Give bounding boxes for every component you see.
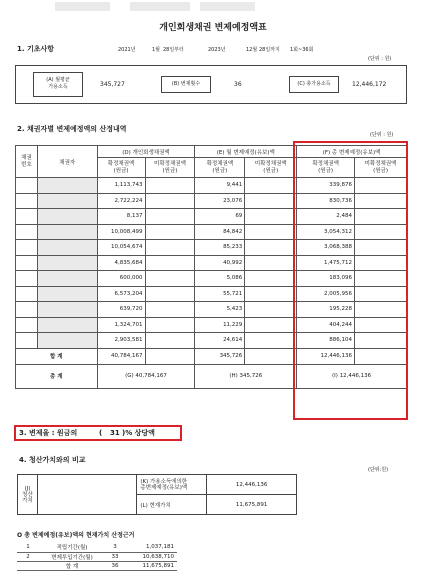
rate-value: 31	[110, 429, 120, 437]
c-label: (C) 총가용소득	[297, 81, 331, 87]
unconfirmed-d	[145, 178, 195, 194]
confirmed-e: 55,721	[195, 286, 245, 302]
sum-f: 12,446,136	[297, 348, 355, 364]
unconfirmed-e	[245, 333, 297, 349]
unconfirmed-e	[245, 286, 297, 302]
section4-heading: 4. 청산가치와의 비교	[19, 456, 86, 464]
row-number	[16, 209, 38, 225]
creditor-name	[37, 193, 97, 209]
unconfirmed-e	[245, 302, 297, 318]
unconfirmed-d	[145, 286, 195, 302]
row-number	[16, 255, 38, 271]
group-f-header: (F) 총 변제예정(유보)액	[297, 146, 407, 158]
list-item	[17, 561, 177, 570]
confirmed-e: 23,076	[195, 193, 245, 209]
confirmed-d: 2,722,224	[97, 193, 145, 209]
confirmed-f: 404,244	[297, 317, 355, 333]
pv-months: 33	[105, 552, 125, 561]
confirmed-d: 10,054,674	[97, 240, 145, 256]
start-year: 2021년	[118, 47, 136, 53]
rate-paren-open: (	[99, 429, 103, 437]
pv-months: 36	[105, 561, 125, 570]
unconfirmed-e	[245, 240, 297, 256]
l-value: 11,675,891	[207, 495, 297, 515]
pv-label: 변제투입기간(월)	[39, 552, 105, 561]
unconfirmed-e	[245, 271, 297, 287]
creditor-name	[37, 302, 97, 318]
j-value	[37, 475, 136, 515]
confirmed-f: 830,736	[297, 193, 355, 209]
k-value: 12,446,136	[207, 475, 297, 495]
row-number	[16, 286, 38, 302]
c-value: 12,446,172	[352, 81, 387, 88]
unconfirmed-d	[145, 240, 195, 256]
section2-unit: (단위 : 원)	[370, 132, 394, 138]
confirmed-f: 2,005,956	[297, 286, 355, 302]
unconfirmed-d	[145, 271, 195, 287]
unconfirmed-d	[145, 333, 195, 349]
confirmed-e: 11,229	[195, 317, 245, 333]
creditor-name	[37, 255, 97, 271]
total-label: 총 계	[16, 364, 98, 388]
confirmed-e: 5,086	[195, 271, 245, 287]
period: 1회~36회	[290, 47, 314, 53]
confirmed-d: 1,113,743	[97, 178, 145, 194]
row-number	[16, 224, 38, 240]
confirmed-e: 85,233	[195, 240, 245, 256]
sub-confirmed-f: 확정채권액 (원금)	[297, 158, 355, 178]
section1-heading: 1. 기초사항	[17, 45, 55, 53]
page-title: 개인회생채권 변제예정액표	[159, 23, 267, 33]
pv-amount: 1,037,181	[125, 543, 177, 552]
l-label: (L) 현재가치	[137, 495, 207, 515]
unconfirmed-d	[145, 317, 195, 333]
creditor-name	[37, 178, 97, 194]
unconfirmed-e	[245, 209, 297, 225]
group-e-header: (E) 월 변제예정(유보)액	[195, 146, 297, 158]
unconfirmed-d	[145, 224, 195, 240]
liquidation-table	[17, 474, 297, 515]
unconfirmed-d	[145, 302, 195, 318]
redacted-region	[200, 2, 255, 11]
row-number	[16, 302, 38, 318]
redacted-region	[130, 2, 190, 11]
unconfirmed-d	[145, 255, 195, 271]
confirmed-e: 24,614	[195, 333, 245, 349]
section4-unit: (단위:원)	[368, 467, 389, 473]
confirmed-f: 183,096	[297, 271, 355, 287]
k-label: (K) 가용소득에의한 총변제예정(유보)액	[137, 475, 207, 495]
confirmed-d: 1,324,701	[97, 317, 145, 333]
creditor-name	[37, 317, 97, 333]
sub-unconfirmed-f: 미확정채권액 (원금)	[355, 158, 407, 178]
confirmed-d: 4,835,684	[97, 255, 145, 271]
pv-months: 3	[105, 543, 125, 552]
pv-label: 적립기간(월)	[39, 543, 105, 552]
section2-heading: 2. 채권자별 변제예정액의 산정내역	[17, 125, 127, 133]
confirmed-e: 40,992	[195, 255, 245, 271]
row-number	[16, 178, 38, 194]
confirmed-e: 84,842	[195, 224, 245, 240]
start-day: 28일부터	[163, 47, 184, 53]
confirmed-d: 6,573,204	[97, 286, 145, 302]
confirmed-e: 69	[195, 209, 245, 225]
creditor-name	[37, 286, 97, 302]
confirmed-d: 600,000	[97, 271, 145, 287]
b-label: (B) 변제횟수	[171, 81, 201, 87]
total-e: (H) 345,726	[195, 364, 297, 388]
pv-amount: 11,675,891	[125, 561, 177, 570]
pv-label: 합 계	[39, 561, 105, 570]
sub-confirmed-d: 확정채권액 (원금)	[97, 158, 145, 178]
sum-label: 합 계	[16, 348, 98, 364]
row-number	[16, 333, 38, 349]
confirmed-d: 2,903,581	[97, 333, 145, 349]
col-no-header: 채권 번호	[16, 146, 38, 178]
unconfirmed-e	[245, 193, 297, 209]
confirmed-f: 1,475,712	[297, 255, 355, 271]
pv-no: 2	[17, 552, 39, 561]
present-value-table	[17, 543, 177, 571]
total-f: (I) 12,446,136	[297, 364, 407, 388]
list-item	[17, 552, 177, 561]
sum-e: 345,726	[195, 348, 245, 364]
confirmed-f: 886,104	[297, 333, 355, 349]
row-number	[16, 193, 38, 209]
sub-unconfirmed-e: 미확정채권액 (원금)	[245, 158, 297, 178]
creditor-name	[37, 333, 97, 349]
b-value: 36	[234, 81, 242, 88]
a-label: (A) 월평균 가용소득	[46, 77, 70, 90]
creditor-name	[37, 271, 97, 287]
confirmed-f: 195,228	[297, 302, 355, 318]
sub-unconfirmed-d: 미확정채권액 (원금)	[145, 158, 195, 178]
redacted-region	[55, 2, 110, 11]
unconfirmed-e	[245, 224, 297, 240]
confirmed-f: 2,484	[297, 209, 355, 225]
unconfirmed-e	[245, 317, 297, 333]
confirmed-d: 10,008,499	[97, 224, 145, 240]
confirmed-e: 5,423	[195, 302, 245, 318]
pv-amount: 10,638,710	[125, 552, 177, 561]
end-year: 2023년	[208, 47, 226, 53]
pv-no: 1	[17, 543, 39, 552]
highlight-f-column	[293, 141, 408, 420]
confirmed-d: 8,137	[97, 209, 145, 225]
unconfirmed-e	[245, 178, 297, 194]
confirmed-f: 3,054,312	[297, 224, 355, 240]
rate-prefix: 3. 변제율 : 원금의	[19, 429, 78, 437]
unconfirmed-d	[145, 209, 195, 225]
creditor-name	[37, 224, 97, 240]
section5-heading: O 총 변제예정(유보)액의 현재가치 산정근거	[17, 532, 135, 539]
end-day: 28일까지	[259, 47, 280, 53]
unit-label: (단위 : 원)	[368, 56, 392, 62]
unconfirmed-e	[245, 255, 297, 271]
total-d: (G) 40,784,167	[97, 364, 195, 388]
confirmed-f: 339,876	[297, 178, 355, 194]
confirmed-e: 9,441	[195, 178, 245, 194]
creditor-name	[37, 240, 97, 256]
a-value: 345,727	[100, 81, 125, 88]
sub-confirmed-e: 확정채권액 (원금)	[195, 158, 245, 178]
confirmed-d: 639,720	[97, 302, 145, 318]
row-number	[16, 240, 38, 256]
sum-d: 40,784,167	[97, 348, 145, 364]
creditor-name	[37, 209, 97, 225]
pv-no	[17, 561, 39, 570]
row-number	[16, 271, 38, 287]
j-label: (J) 청산 가치	[18, 475, 38, 515]
confirmed-f: 3,068,388	[297, 240, 355, 256]
rate-suffix: )% 상당액	[122, 429, 155, 437]
col-creditor-header: 채권자	[37, 146, 97, 178]
end-month: 12월	[246, 47, 258, 53]
group-d-header: (D) 개인회생채권액	[97, 146, 195, 158]
row-number	[16, 317, 38, 333]
start-month: 1월	[152, 47, 161, 53]
list-item	[17, 543, 177, 552]
unconfirmed-d	[145, 193, 195, 209]
